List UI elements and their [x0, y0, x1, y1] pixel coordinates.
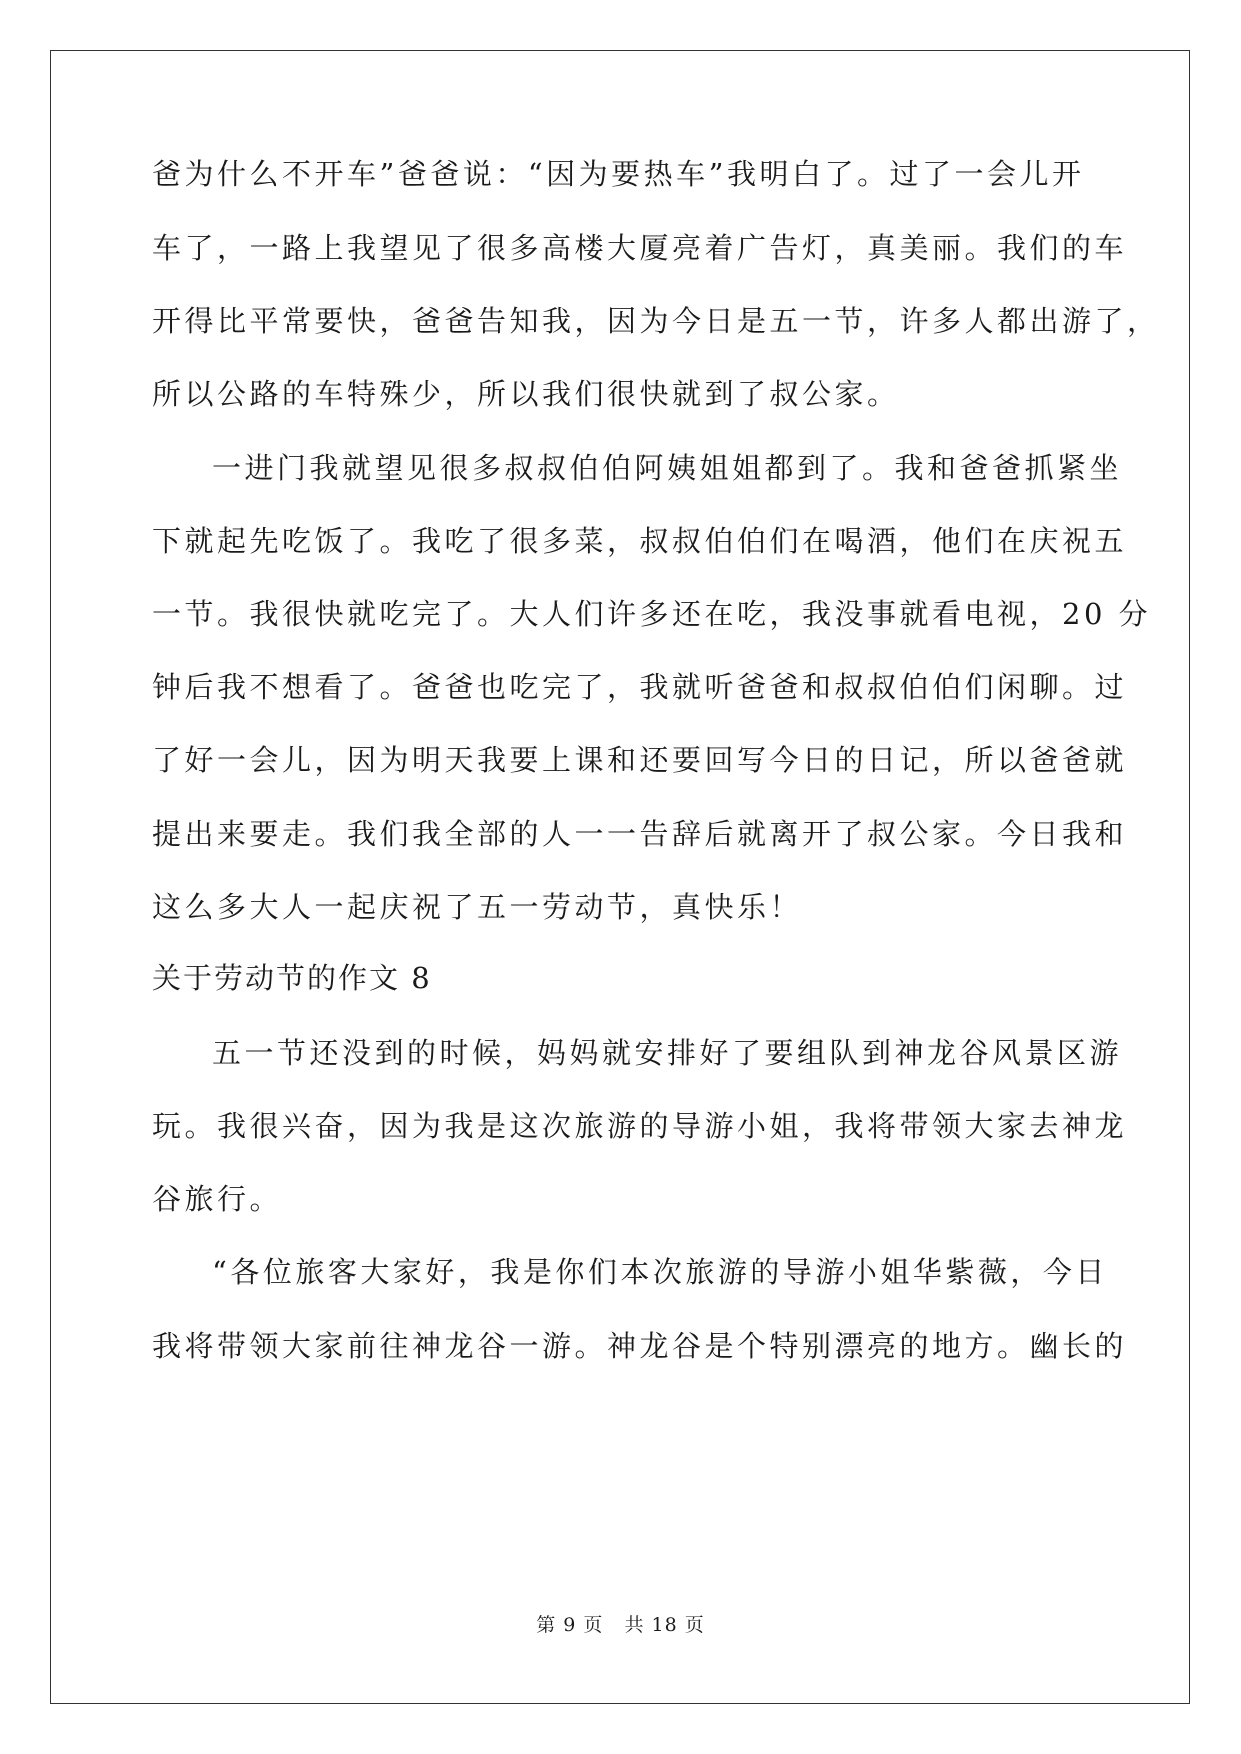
text-line: 车了，一路上我望见了很多高楼大厦亮着广告灯，真美丽。我们的车 — [152, 231, 1128, 265]
text-line: 我将带领大家前往神龙谷一游。神龙谷是个特别漂亮的地方。幽长的 — [152, 1329, 1128, 1363]
page-footer: 第 9 页 共 18 页 — [536, 1614, 705, 1636]
section-heading: 关于劳动节的作文 8 — [152, 961, 432, 995]
text-line: 一节。我很快就吃完了。大人们许多还在吃，我没事就看电视，20 分 — [152, 597, 1152, 631]
text-line: 玩。我很兴奋，因为我是这次旅游的导游小姐，我将带领大家去神龙 — [152, 1109, 1128, 1143]
text-line: 爸为什么不开车”爸爸说：“因为要热车”我明白了。过了一会儿开 — [152, 157, 1085, 191]
text-line: 所以公路的车特殊少，所以我们很快就到了叔公家。 — [152, 377, 900, 411]
text-line: 下就起先吃饭了。我吃了很多菜，叔叔伯伯们在喝酒，他们在庆祝五 — [152, 524, 1128, 558]
text-line: 五一节还没到的时候，妈妈就安排好了要组队到神龙谷风景区游 — [212, 1036, 1123, 1070]
text-line: 谷旅行。 — [152, 1182, 283, 1216]
text-line: “各位旅客大家好，我是你们本次旅游的导游小姐华紫薇，今日 — [212, 1255, 1108, 1289]
text-line: 了好一会儿，因为明天我要上课和还要回写今日的日记，所以爸爸就 — [152, 743, 1128, 777]
text-line: 开得比平常要快，爸爸告知我，因为今日是五一节，许多人都出游了， — [152, 304, 1160, 338]
text-line: 提出来要走。我们我全部的人一一告辞后就离开了叔公家。今日我和 — [152, 817, 1128, 851]
page-frame — [50, 50, 1190, 1704]
text-line: 钟后我不想看了。爸爸也吃完了，我就听爸爸和叔叔伯伯们闲聊。过 — [152, 670, 1128, 704]
text-line: 这么多大人一起庆祝了五一劳动节，真快乐！ — [152, 890, 803, 924]
text-line: 一进门我就望见很多叔叔伯伯阿姨姐姐都到了。我和爸爸抓紧坐 — [212, 451, 1123, 485]
